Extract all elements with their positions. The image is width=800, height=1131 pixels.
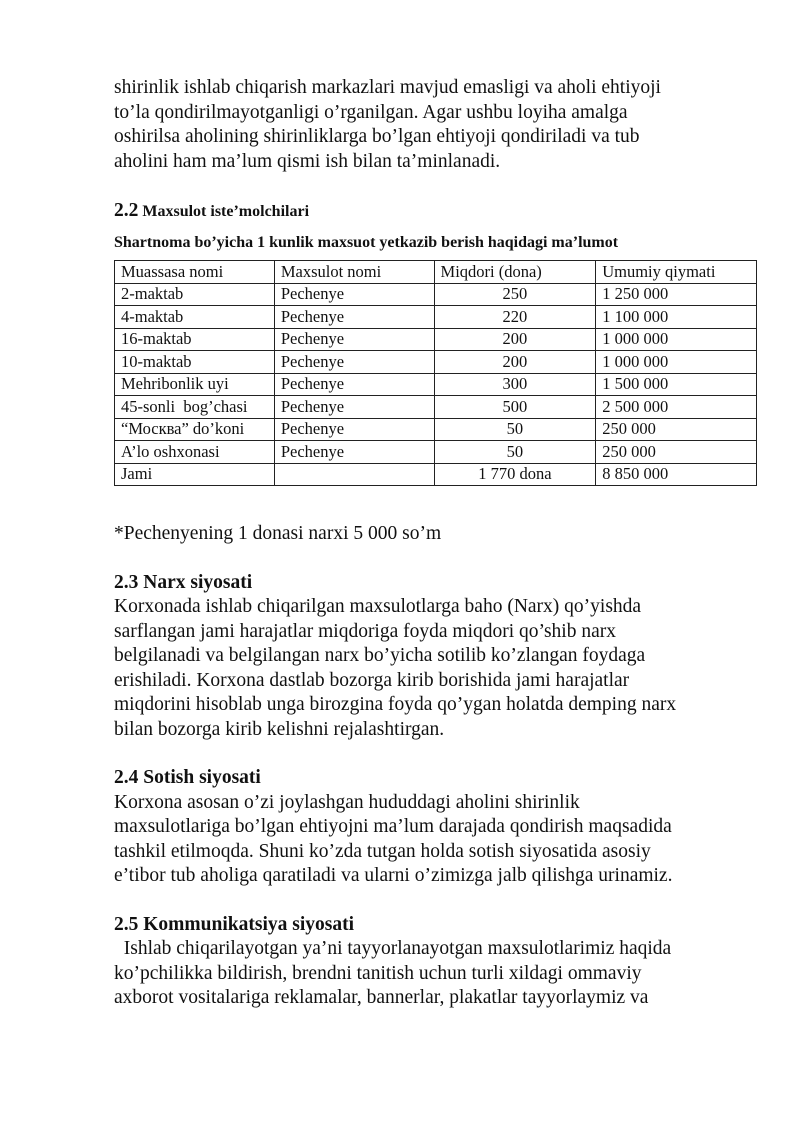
table-cell: Pechenye — [274, 306, 434, 329]
table-cell: 50 — [434, 418, 596, 441]
table-cell: 250 — [434, 283, 596, 306]
table-cell: 1 500 000 — [596, 373, 757, 396]
table-cell: 1 250 000 — [596, 283, 757, 306]
table-title: Shartnoma bo’yicha 1 kunlik maxsuot yetkazib berish haqidagi ma’lumot — [114, 234, 619, 251]
text-line: oshirilsa aholining shirinliklarga bo’lgan ehtiyoji qondiriladi va tub — [114, 126, 640, 147]
table-row — [115, 306, 757, 329]
table-row — [115, 283, 757, 306]
table-row — [115, 418, 757, 441]
table-cell: Mehribonlik uyi — [115, 373, 275, 396]
price-note: *Pechenyening 1 donasi narxi 5 000 so’m — [114, 523, 442, 544]
section-heading-2-3: 2.3 Narx siyosati — [114, 571, 253, 593]
text-line: tashkil etilmoqda. Shuni ko’zda tutgan holda sotish siyosatida asosiy — [114, 840, 651, 862]
table-cell: 1 770 dona — [434, 463, 596, 486]
table-header-cell: Miqdori (dona) — [434, 261, 596, 284]
table-cell: 1 000 000 — [596, 328, 757, 351]
section-heading-2-4: 2.4 Sotish siyosati — [114, 767, 261, 788]
table-cell: 220 — [434, 306, 596, 329]
text-line: e’tibor tub aholiga qaratiladi va ularni o’zimizga jalb qilishga urinamiz. — [114, 865, 673, 886]
text-line: shirinlik ishlab chiqarish markazlari mavjud emasligi va aholi ehtiyoji — [114, 77, 661, 98]
delivery-table — [114, 260, 757, 486]
table-cell: Pechenye — [274, 283, 434, 306]
table-cell: 4-maktab — [115, 306, 275, 329]
table-header-cell: Umumiy qiymati — [596, 261, 757, 284]
intro-paragraph — [114, 76, 754, 174]
section-heading-2-5: 2.5 Kommunikatsiya siyosati — [114, 913, 354, 935]
table-cell: 1 100 000 — [596, 306, 757, 329]
table-header-row — [115, 261, 757, 284]
text-line: bilan bozorga kirib kelishni rejalashtirgan. — [114, 718, 445, 740]
table-cell: Pechenye — [274, 418, 434, 441]
table-cell: 10-maktab — [115, 351, 275, 374]
section-paragraph — [114, 791, 754, 889]
table-cell: Jami — [115, 463, 275, 486]
table-cell: A’lo oshxonasi — [115, 441, 275, 464]
text-line: erishiladi. Korxona dastlab bozorga kirib borishida jami harajatlar — [114, 669, 630, 691]
table-row — [115, 373, 757, 396]
table-cell — [274, 463, 434, 486]
table-cell: 8 850 000 — [596, 463, 757, 486]
text-line: axborot vositalariga reklamalar, bannerlar, plakatlar tayyorlaymiz va — [114, 987, 649, 1008]
table-header-cell: Maxsulot nomi — [274, 261, 434, 284]
table-cell: Pechenye — [274, 351, 434, 374]
section-paragraph — [114, 595, 754, 742]
section-heading-2-2 — [114, 200, 754, 222]
table-cell: 200 — [434, 328, 596, 351]
table-cell: 1 000 000 — [596, 351, 757, 374]
text-line: Korxonada ishlab chiqarilgan maxsulotlarga baho (Narx) qo’yishda — [114, 596, 642, 617]
table-cell: 250 000 — [596, 441, 757, 464]
section-paragraph — [114, 937, 754, 1011]
table-cell: 16-maktab — [115, 328, 275, 351]
table-cell: 200 — [434, 351, 596, 374]
table-cell: 2-maktab — [115, 283, 275, 306]
table-cell: Pechenye — [274, 441, 434, 464]
table-total-row — [115, 463, 757, 486]
document-page — [114, 76, 754, 1011]
table-row — [115, 396, 757, 419]
table-row — [115, 441, 757, 464]
table-row — [115, 351, 757, 374]
table-cell: 50 — [434, 441, 596, 464]
table-cell: 45-sonli bog’chasi — [115, 396, 275, 419]
table-cell: 300 — [434, 373, 596, 396]
section-title: Maxsulot iste’molchilari — [142, 203, 310, 220]
text-line: belgilanadi va belgilangan narx bo’yicha sotilib ko’zlangan foydaga — [114, 645, 646, 666]
table-cell: Pechenye — [274, 373, 434, 396]
text-line: to’la qondirilmayotganligi o’rganilgan. Agar ushbu loyiha amalga — [114, 101, 628, 123]
text-line: maxsulotlariga bo’lgan ehtiyojni ma’lum darajada qondirish maqsadida — [114, 816, 672, 837]
text-line: aholini ham ma’lum qismi ish bilan ta’minlanadi. — [114, 150, 501, 172]
text-line: Korxona asosan o’zi joylashgan hududdagi aholini shirinlik — [114, 791, 580, 813]
text-line: sarflangan jami harajatlar miqdoriga foyda miqdori qo’shib narx — [114, 620, 616, 642]
table-cell: Pechenye — [274, 328, 434, 351]
table-cell: Pechenye — [274, 396, 434, 419]
text-line: ko’pchilikka bildirish, brendni tanitish uchun turli xildagi ommaviy — [114, 962, 642, 984]
table-header-cell: Muassasa nomi — [115, 261, 275, 284]
table-cell: “Москва” do’koni — [115, 418, 275, 441]
text-line: miqdorini hisoblab unga birozgina foyda qo’ygan holatda demping narx — [114, 694, 677, 715]
section-number: 2.2 — [114, 200, 139, 221]
table-cell: 2 500 000 — [596, 396, 757, 419]
table-row — [115, 328, 757, 351]
table-cell: 500 — [434, 396, 596, 419]
table-cell: 250 000 — [596, 418, 757, 441]
text-line: Ishlab chiqarilayotgan ya’ni tayyorlanayotgan maxsulotlarimiz haqida — [114, 938, 672, 959]
